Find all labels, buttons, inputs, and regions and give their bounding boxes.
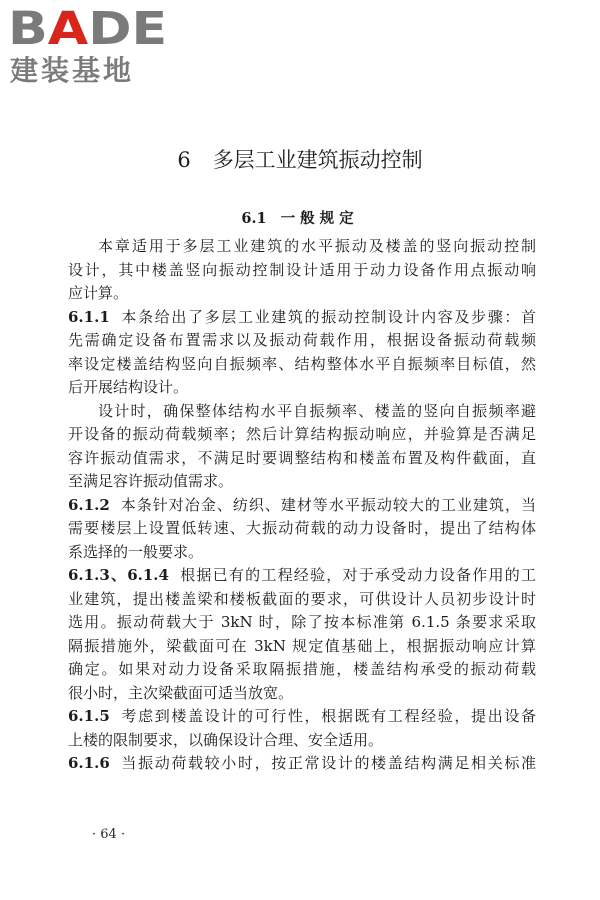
text-line: 系选择的一般要求。: [68, 542, 204, 561]
paragraph: [68, 564, 536, 705]
paragraph: [68, 306, 536, 400]
text-line: 隔振措施外，梁截面可在 3kN 规定值基础上，根据振动响应计算: [68, 636, 536, 655]
text-line: 上楼的限制要求，以确保设计合理、安全适用。: [68, 730, 384, 749]
text-line: 率设定楼盖结构竖向自振频率、结构整体水平自振频率目标值，然: [68, 354, 536, 373]
clause-number: 6.1.1: [68, 307, 110, 326]
text-line: 本章适用于多层工业建筑的水平振动及楼盖的竖向振动控制: [98, 237, 536, 255]
section-number: 6.1: [241, 210, 267, 227]
chapter-title: [0, 145, 600, 175]
text-line: 6.1.2 本条针对冶金、纺织、建材等水平振动较大的工业建筑，当: [68, 495, 536, 514]
logo-subtitle: 建装基地: [10, 54, 135, 87]
text-line: 选用。振动荷载大于 3kN 时，除了按本标准第 6.1.5 条要求采取: [68, 613, 536, 631]
paragraph: [68, 494, 536, 565]
logo-wordmark: BADE: [8, 2, 168, 55]
text-line: 6.1.3、6.1.4 根据已有的工程经验，对于承受动力设备作用的工: [68, 566, 536, 584]
paragraph: [68, 235, 536, 306]
section-title: [0, 208, 600, 230]
clause-number: 6.1.3、6.1.4: [68, 566, 169, 584]
text-line: 需要楼层上设置低转速、大振动荷载的动力设备时，提出了结构体: [68, 519, 536, 537]
clause-number: 6.1.6: [68, 754, 110, 772]
page-number: · 64 ·: [92, 827, 126, 842]
text-line: 业建筑，提出楼盖梁和楼板截面的要求，可供设计人员初步设计时: [68, 589, 536, 608]
body-text: [68, 235, 536, 776]
paragraph: [68, 752, 536, 776]
text-line: 后开展结构设计。: [68, 378, 189, 396]
text-line: 设计，其中楼盖竖向振动控制设计适用于动力设备作用点振动响: [68, 260, 536, 279]
text-line: 容许振动值需求，不满足时要调整结构和楼盖布置及构件截面，直: [68, 448, 536, 467]
section-title-text: 一般规定: [280, 210, 359, 227]
text-line: 确定。如果对动力设备采取隔振措施，楼盖结构承受的振动荷载: [68, 660, 536, 678]
text-line: 设计时，确保整体结构水平自振频率、楼盖的竖向自振频率避: [98, 401, 536, 420]
text-line: 6.1.1 本条给出了多层工业建筑的振动控制设计内容及步骤：首: [68, 307, 536, 326]
text-line: 先需确定设备布置需求以及振动荷载作用，根据设备振动荷载频: [68, 331, 536, 349]
clause-number: 6.1.5: [68, 707, 110, 725]
text-line: 至满足容许振动值需求。: [68, 472, 234, 490]
text-line: 很小时，主次梁截面可适当放宽。: [68, 683, 294, 702]
chapter-number: 6: [177, 148, 191, 172]
text-line: 6.1.5 考虑到楼盖设计的可行性，根据既有工程经验，提出设备: [68, 707, 536, 725]
paragraph: [68, 705, 536, 752]
clause-number: 6.1.2: [68, 495, 110, 514]
chapter-title-text: 多层工业建筑振动控制: [212, 148, 423, 172]
text-line: 开设备的振动荷载频率；然后计算结构振动响应，并验算是否满足: [68, 425, 536, 443]
text-line: 应计算。: [68, 284, 129, 302]
paragraph: [68, 400, 536, 494]
text-line: 6.1.6 当振动荷载较小时，按正常设计的楼盖结构满足相关标准: [68, 754, 536, 772]
bade-logo: [8, 4, 178, 90]
